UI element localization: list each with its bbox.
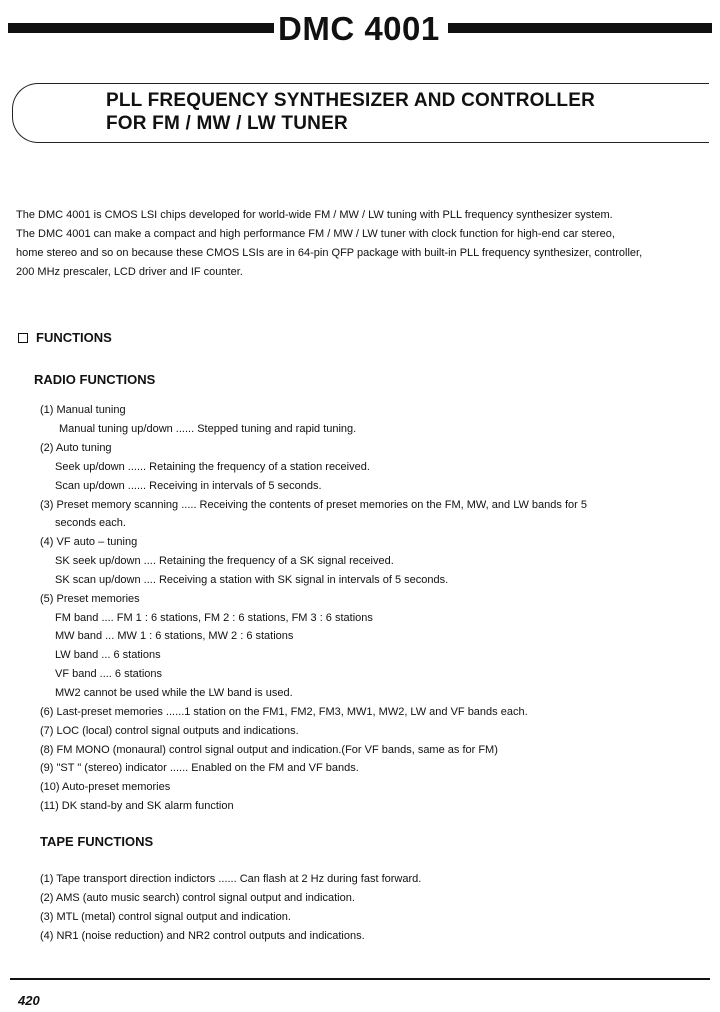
list-item: (4) NR1 (noise reduction) and NR2 control outputs and indications. — [40, 930, 365, 942]
list-item: (4) VF auto – tuning — [40, 536, 138, 548]
list-item: (2) AMS (auto music search) control signal output and indication. — [40, 892, 355, 904]
list-item: (8) FM MONO (monaural) control signal output and indication.(For VF bands, same as for FM) — [40, 744, 498, 756]
list-item: seconds each. — [55, 517, 126, 529]
intro-paragraph — [16, 206, 710, 282]
intro-line: home stereo and so on because these CMOS LSIs are in 64-pin QFP package with built-in PLL frequency synthesizer, controller, — [16, 247, 643, 259]
list-item: SK seek up/down .... Retaining the frequency of a SK signal received. — [55, 555, 394, 567]
page-number: 420 — [18, 993, 40, 1008]
list-item: LW band ... 6 stations — [55, 649, 161, 661]
list-item: FM band .... FM 1 : 6 stations, FM 2 : 6 stations, FM 3 : 6 stations — [55, 612, 373, 624]
list-item: SK scan up/down .... Receiving a station with SK signal in intervals of 5 seconds. — [55, 574, 449, 586]
footer-rule — [10, 978, 710, 980]
square-bullet-icon — [18, 333, 28, 343]
list-item: (5) Preset memories — [40, 593, 140, 605]
list-item: (6) Last-preset memories ......1 station on the FM1, FM2, FM3, MW1, MW2, LW and VF bands each. — [40, 706, 528, 718]
document-title — [106, 89, 595, 135]
list-item: (1) Manual tuning — [40, 404, 126, 416]
title-line-2: FOR FM / MW / LW TUNER — [106, 113, 348, 134]
model-number: DMC 4001 — [278, 10, 440, 47]
list-item: (9) "ST " (stereo) indicator ...... Enabled on the FM and VF bands. — [40, 762, 359, 774]
radio-functions-heading: RADIO FUNCTIONS — [34, 372, 156, 387]
title-line-1: PLL FREQUENCY SYNTHESIZER AND CONTROLLER — [106, 90, 596, 111]
list-item: (3) Preset memory scanning ..... Receiving the contents of preset memories on the FM, MW, and LW bands for 5 — [40, 499, 587, 511]
list-item: (1) Tape transport direction indictors ...... Can flash at 2 Hz during fast forward. — [40, 873, 422, 885]
list-item: (7) LOC (local) control signal outputs and indications. — [40, 725, 299, 737]
list-item: Manual tuning up/down ...... Stepped tuning and rapid tuning. — [59, 423, 357, 435]
list-item: Scan up/down ...... Receiving in intervals of 5 seconds. — [55, 480, 322, 492]
list-item: (3) MTL (metal) control signal output and indication. — [40, 911, 291, 923]
functions-heading-label: FUNCTIONS — [36, 330, 112, 345]
list-item: (10) Auto-preset memories — [40, 781, 171, 793]
list-item: Seek up/down ...... Retaining the frequency of a station received. — [55, 461, 370, 473]
list-item: (11) DK stand-by and SK alarm function — [40, 800, 234, 812]
list-item: (2) Auto tuning — [40, 442, 112, 454]
list-item: MW band ... MW 1 : 6 stations, MW 2 : 6 stations — [55, 630, 294, 642]
intro-line: The DMC 4001 is CMOS LSI chips developed for world-wide FM / MW / LW tuning with PLL frequency synthesizer system. — [16, 209, 613, 221]
header-bar — [8, 10, 712, 47]
list-item: VF band .... 6 stations — [55, 668, 163, 680]
intro-line: The DMC 4001 can make a compact and high performance FM / MW / LW tuner with clock function for high-end car stereo, — [16, 228, 615, 240]
header-rule-right — [448, 23, 712, 33]
functions-heading — [18, 330, 112, 345]
tape-functions-heading: TAPE FUNCTIONS — [40, 834, 154, 849]
header-rule-left — [8, 23, 274, 33]
intro-line: 200 MHz prescaler, LCD driver and IF counter. — [16, 266, 243, 278]
list-item: MW2 cannot be used while the LW band is used. — [55, 687, 293, 699]
